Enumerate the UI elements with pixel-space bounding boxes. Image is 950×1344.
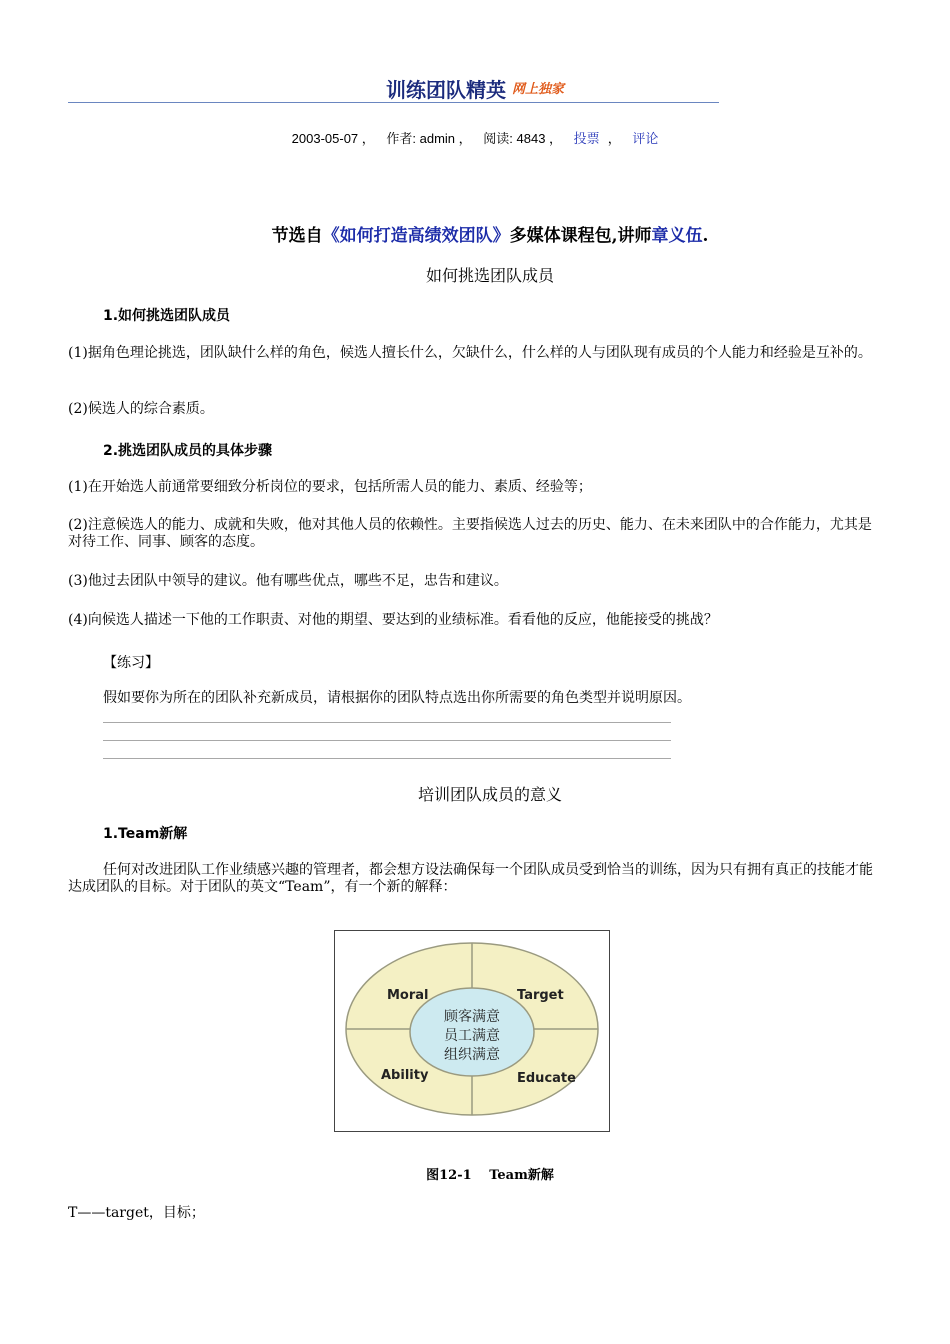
center-line-organization: 组织满意 <box>444 1047 500 1063</box>
exercise-text: 假如要你为所在的团队补充新成员，请根据你的团队特点选出你所需要的角色类型并说明原因。 <box>103 690 691 706</box>
subheading-steps: 2.挑选团队成员的具体步骤 <box>103 443 273 459</box>
paragraph: (3)他过去团队中领导的建议。他有哪些优点，哪些不足，忠告和建议。 <box>68 573 508 589</box>
comment-link[interactable]: 评论 <box>632 131 659 146</box>
center-line-customer: 顾客满意 <box>444 1009 500 1025</box>
team-diagram <box>334 930 610 1132</box>
vote-separator: ， <box>607 131 621 146</box>
paragraph: (2)候选人的综合素质。 <box>68 401 214 417</box>
source-prefix: 节选自 <box>271 226 323 246</box>
label-ability: Ability <box>381 1068 429 1083</box>
figure-caption: 图12-1 Team新解 <box>426 1168 554 1183</box>
paragraph: (2)注意候选人的能力、成就和失败，他对其他人员的依赖性。主要指候选人过去的历史、能力、在未来团队中的合作能力，尤其是对待工作、同事、顾客的态度。 <box>68 517 872 550</box>
answer-line <box>103 740 671 741</box>
subheading-team: 1.Team新解 <box>103 826 188 842</box>
paragraph: 任何对改进团队工作业绩感兴趣的管理者，都会想方设法确保每一个团队成员受到恰当的训练，因为只有拥有真正的技能才能达成团队的目标。对于团队的英文“Team”，有一个新的解释： <box>68 862 873 895</box>
answer-line <box>103 758 671 759</box>
source-suffix: . <box>702 226 709 246</box>
source-middle: 多媒体课程包,讲师 <box>509 226 652 246</box>
label-moral: Moral <box>387 988 429 1003</box>
section-heading-training: 培训团队成员的意义 <box>417 785 562 804</box>
source-line <box>0 221 950 246</box>
article-meta <box>0 128 950 147</box>
book-title: 《如何打造高绩效团队》 <box>322 226 510 246</box>
t-definition: T——target，目标； <box>68 1205 205 1221</box>
author: 作者: admin ， <box>386 131 472 146</box>
paragraph: (1)在开始选人前通常要细致分析岗位的要求，包括所需人员的能力、素质、经验等； <box>68 479 592 495</box>
page-title-block <box>0 74 950 103</box>
read-count: 阅读: 4843 ， <box>483 131 563 146</box>
center-line-employee: 员工满意 <box>444 1028 500 1044</box>
vote-link[interactable]: 投票 <box>573 131 600 146</box>
lecturer-name: 章义伍 <box>651 226 703 246</box>
paragraph: (4)向候选人描述一下他的工作职责、对他的期望、要达到的业绩标准。看看他的反应，他能接受的挑战？ <box>68 612 718 628</box>
label-target: Target <box>517 988 564 1003</box>
page-title: 训练团队精英 <box>385 78 506 102</box>
exclusive-badge: 网上独家 <box>511 82 564 97</box>
section-heading-selection: 如何挑选团队成员 <box>425 266 554 285</box>
answer-line <box>103 722 671 723</box>
label-educate: Educate <box>517 1071 576 1086</box>
title-divider <box>68 102 719 103</box>
team-diagram-svg <box>335 931 609 1131</box>
subheading-selection: 1.如何挑选团队成员 <box>103 308 231 324</box>
paragraph: (1)据角色理论挑选，团队缺什么样的角色，候选人擅长什么，欠缺什么，什么样的人与团队现有成员的个人能力和经验是互补的。 <box>68 345 872 361</box>
publish-date: 2003-05-07 ， <box>291 131 375 146</box>
exercise-label: 【练习】 <box>103 655 159 671</box>
